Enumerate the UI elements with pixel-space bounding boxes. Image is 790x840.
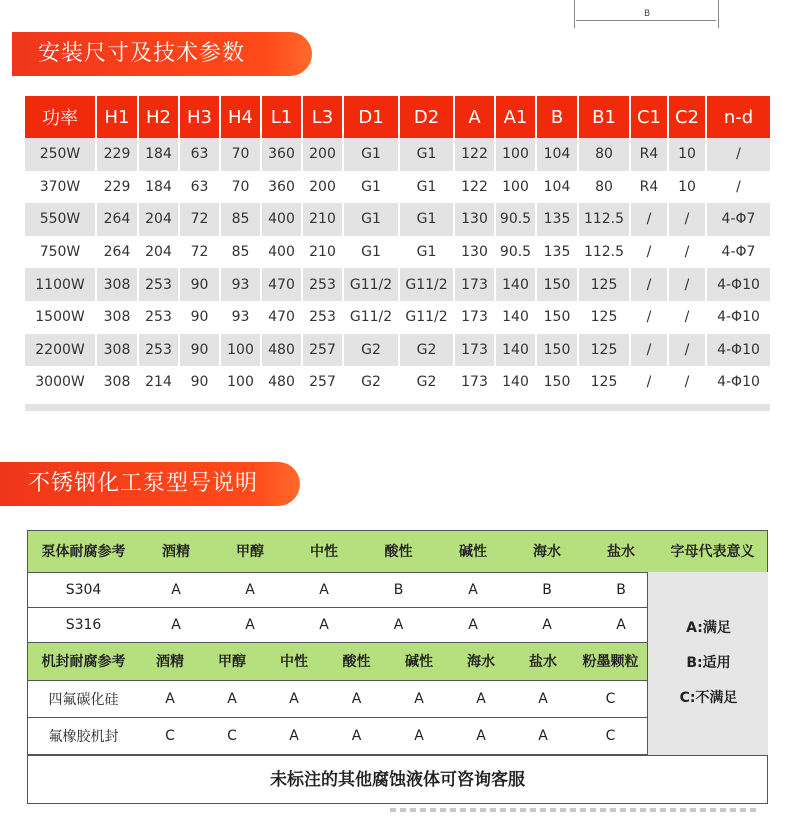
spec-cell: / <box>631 236 669 269</box>
spec-cell: 200 <box>303 138 344 171</box>
spec-cell: 308 <box>97 268 139 301</box>
pump-header-row-cell: 泵体耐腐参考 <box>28 531 139 572</box>
pump-row-cell: A <box>139 572 213 607</box>
spec-header-cell: H1 <box>97 96 139 138</box>
spec-cell: 210 <box>303 203 344 236</box>
spec-header-cell: H2 <box>139 96 180 138</box>
spec-cell: 85 <box>221 236 262 269</box>
spec-row <box>25 366 770 399</box>
spec-cell: 4-Φ10 <box>707 301 770 334</box>
seal-row-cell: A <box>139 680 201 717</box>
spec-cell: / <box>631 203 669 236</box>
pump-row-cell: A <box>436 607 510 642</box>
spec-cell: 173 <box>455 366 496 399</box>
spec-row <box>25 171 770 204</box>
spec-cell: / <box>669 366 707 399</box>
spec-cell: 470 <box>262 268 303 301</box>
legend-cell <box>647 572 768 755</box>
spec-cell: 400 <box>262 236 303 269</box>
seal-row-cell: A <box>512 680 574 717</box>
spec-cell: 80 <box>579 138 631 171</box>
spec-cell: 308 <box>97 334 139 367</box>
pump-row-cell: A <box>139 607 213 642</box>
spec-cell: G2 <box>344 334 400 367</box>
spec-cell: 150 <box>537 301 579 334</box>
pump-header-row-cell: 碱性 <box>436 531 510 572</box>
spec-cell: 122 <box>455 138 496 171</box>
spec-cell: 100 <box>496 138 537 171</box>
spec-cell: 93 <box>221 268 262 301</box>
pump-header-row <box>28 531 767 572</box>
seal-row-cell: A <box>450 680 512 717</box>
spec-cell: G1 <box>344 171 400 204</box>
spec-cell: 308 <box>97 366 139 399</box>
consult-note: 未标注的其他腐蚀液体可咨询客服 <box>28 755 767 804</box>
seal-row-cell: A <box>325 717 388 754</box>
spec-header-cell: L3 <box>303 96 344 138</box>
pump-row-cell: A <box>510 607 584 642</box>
spec-cell: G11/2 <box>400 268 455 301</box>
legend-b: B:适用 <box>686 655 731 671</box>
pump-row-cell: A <box>584 607 658 642</box>
spec-cell: G1 <box>400 138 455 171</box>
spec-cell: G1 <box>344 236 400 269</box>
spec-cell: / <box>631 366 669 399</box>
spec-cell: G11/2 <box>400 301 455 334</box>
spec-row <box>25 203 770 236</box>
spec-cell: 10 <box>669 171 707 204</box>
spec-cell: / <box>669 268 707 301</box>
spec-cell: 125 <box>579 366 631 399</box>
spec-cell: G1 <box>344 203 400 236</box>
seal-row-cell: C <box>574 680 647 717</box>
spec-cell: 125 <box>579 334 631 367</box>
spec-cell: / <box>669 334 707 367</box>
spec-cell: 100 <box>221 334 262 367</box>
seal-header-row-cell: 酒精 <box>139 643 201 680</box>
pump-row-cell: S304 <box>28 572 139 607</box>
spec-cell: 173 <box>455 301 496 334</box>
pump-header-row-cell: 酸性 <box>361 531 436 572</box>
bottom-dashed-line <box>390 808 760 812</box>
spec-header-cell: C1 <box>631 96 669 138</box>
seal-row-cell: A <box>450 717 512 754</box>
spec-cell: 4-Φ7 <box>707 236 770 269</box>
spec-cell: G2 <box>344 366 400 399</box>
spec-cell: / <box>669 301 707 334</box>
pump-row-cell: B <box>584 572 658 607</box>
spec-cell: 257 <box>303 334 344 367</box>
spec-cell: 140 <box>496 268 537 301</box>
spec-cell: 480 <box>262 334 303 367</box>
spec-cell: R4 <box>631 138 669 171</box>
spec-cell: / <box>707 171 770 204</box>
spec-cell: 100 <box>221 366 262 399</box>
spec-cell: G11/2 <box>344 268 400 301</box>
spec-cell: 370W <box>25 171 97 204</box>
spec-cell: 63 <box>180 171 221 204</box>
spec-cell: G1 <box>400 236 455 269</box>
spec-cell: / <box>631 301 669 334</box>
seal-header-row-cell: 机封耐腐参考 <box>28 643 139 680</box>
spec-cell: / <box>669 236 707 269</box>
section-title-dimensions: 安装尺寸及技术参数 <box>12 32 312 76</box>
seal-row-cell: A <box>263 680 325 717</box>
spec-cell: 112.5 <box>579 236 631 269</box>
spec-header-cell: A <box>455 96 496 138</box>
spec-cell: 360 <box>262 138 303 171</box>
seal-row-cell: 四氟碳化硅 <box>28 680 139 717</box>
spec-cell: 4-Φ7 <box>707 203 770 236</box>
dimension-sketch <box>570 0 722 30</box>
spec-cell: 253 <box>303 268 344 301</box>
spec-cell: 150 <box>537 268 579 301</box>
spec-cell: 90 <box>180 366 221 399</box>
spec-cell: 135 <box>537 203 579 236</box>
spec-row <box>25 301 770 334</box>
spec-row <box>25 268 770 301</box>
spec-cell: 253 <box>139 334 180 367</box>
spec-cell: G1 <box>344 138 400 171</box>
seal-row-cell: C <box>574 717 647 754</box>
spec-header-cell: C2 <box>669 96 707 138</box>
spec-row <box>25 138 770 171</box>
spec-cell: 264 <box>97 203 139 236</box>
seal-header-row-cell: 酸性 <box>325 643 388 680</box>
seal-row-cell: C <box>201 717 263 754</box>
spec-cell: 400 <box>262 203 303 236</box>
spec-cell: G2 <box>400 334 455 367</box>
legend-c: C:不满足 <box>679 690 738 706</box>
pump-row-cell: A <box>361 607 436 642</box>
spec-cell: / <box>669 203 707 236</box>
spec-header-cell: L1 <box>262 96 303 138</box>
spec-header-cell: D1 <box>344 96 400 138</box>
spec-cell: 173 <box>455 268 496 301</box>
seal-header-row-cell: 海水 <box>450 643 512 680</box>
seal-row-cell: A <box>388 717 450 754</box>
seal-row-cell: C <box>139 717 201 754</box>
spec-cell: G11/2 <box>344 301 400 334</box>
spec-cell: / <box>631 268 669 301</box>
pump-row-cell: B <box>361 572 436 607</box>
spec-cell: 4-Φ10 <box>707 334 770 367</box>
spec-cell: 140 <box>496 366 537 399</box>
spec-cell: 140 <box>496 301 537 334</box>
spec-cell: 257 <box>303 366 344 399</box>
pump-header-row-cell: 酒精 <box>139 531 213 572</box>
spec-cell: G1 <box>400 203 455 236</box>
spec-cell: 253 <box>139 301 180 334</box>
spec-cell: 1100W <box>25 268 97 301</box>
seal-row-cell: A <box>263 717 325 754</box>
spec-cell: / <box>707 138 770 171</box>
spec-cell: 90.5 <box>496 236 537 269</box>
seal-row <box>28 717 647 754</box>
dimension-label: B <box>644 9 651 19</box>
spec-cell: 10 <box>669 138 707 171</box>
spec-table-bottom-bar <box>25 404 770 411</box>
seal-row-cell: A <box>201 680 263 717</box>
seal-header-row-cell: 甲醇 <box>201 643 263 680</box>
spec-header-cell: n-d <box>707 96 770 138</box>
spec-cell: 253 <box>303 301 344 334</box>
legend-a: A:满足 <box>686 620 731 636</box>
seal-header-row-cell: 碱性 <box>388 643 450 680</box>
spec-cell: 264 <box>97 236 139 269</box>
spec-cell: 204 <box>139 203 180 236</box>
spec-cell: 184 <box>139 138 180 171</box>
spec-cell: 470 <box>262 301 303 334</box>
spec-cell: 125 <box>579 268 631 301</box>
spec-cell: 2200W <box>25 334 97 367</box>
spec-cell: 480 <box>262 366 303 399</box>
pump-row-cell: A <box>213 572 287 607</box>
spec-header-row <box>25 96 770 138</box>
spec-cell: G2 <box>400 366 455 399</box>
pump-header-row-cell: 海水 <box>510 531 584 572</box>
pump-row-cell: S316 <box>28 607 139 642</box>
spec-header-cell: H3 <box>180 96 221 138</box>
spec-cell: 250W <box>25 138 97 171</box>
spec-cell: 85 <box>221 203 262 236</box>
pump-row-cell: A <box>287 572 361 607</box>
spec-cell: 135 <box>537 236 579 269</box>
spec-cell: 70 <box>221 138 262 171</box>
spec-cell: 122 <box>455 171 496 204</box>
spec-cell: 750W <box>25 236 97 269</box>
spec-header-cell: 功率 <box>25 96 97 138</box>
spec-cell: / <box>631 334 669 367</box>
seal-row-cell: A <box>325 680 388 717</box>
spec-cell: 214 <box>139 366 180 399</box>
spec-cell: 90.5 <box>496 203 537 236</box>
spec-cell: 63 <box>180 138 221 171</box>
spec-cell: 93 <box>221 301 262 334</box>
spec-cell: 112.5 <box>579 203 631 236</box>
spec-cell: 70 <box>221 171 262 204</box>
seal-header-row-cell: 中性 <box>263 643 325 680</box>
spec-cell: R4 <box>631 171 669 204</box>
spec-header-cell: B <box>537 96 579 138</box>
pump-header-row-cell: 甲醇 <box>213 531 287 572</box>
spec-cell: 125 <box>579 301 631 334</box>
seal-header-row <box>28 643 647 680</box>
section-title-models: 不锈钢化工泵型号说明 <box>0 462 300 506</box>
spec-cell: 130 <box>455 203 496 236</box>
spec-header-cell: D2 <box>400 96 455 138</box>
spec-row <box>25 236 770 269</box>
spec-cell: 550W <box>25 203 97 236</box>
pump-header-row-cell: 中性 <box>287 531 361 572</box>
seal-row-cell: A <box>388 680 450 717</box>
seal-header-row-cell: 粉墨颗粒 <box>574 643 647 680</box>
seal-row-cell: A <box>512 717 574 754</box>
spec-cell: 308 <box>97 301 139 334</box>
corrosion-table <box>27 530 768 804</box>
spec-cell: 204 <box>139 236 180 269</box>
spec-cell: 104 <box>537 171 579 204</box>
seal-header-row-cell: 盐水 <box>512 643 574 680</box>
spec-cell: 80 <box>579 171 631 204</box>
spec-cell: 360 <box>262 171 303 204</box>
pump-row-cell: A <box>213 607 287 642</box>
spec-cell: 72 <box>180 203 221 236</box>
spec-cell: 229 <box>97 171 139 204</box>
spec-header-cell: A1 <box>496 96 537 138</box>
spec-header-cell: B1 <box>579 96 631 138</box>
spec-cell: 210 <box>303 236 344 269</box>
pump-header-row-cell: 字母代表意义 <box>658 531 767 572</box>
spec-row <box>25 334 770 367</box>
pump-row-cell: B <box>510 572 584 607</box>
spec-cell: 90 <box>180 301 221 334</box>
spec-cell: 253 <box>139 268 180 301</box>
spec-cell: 4-Φ10 <box>707 366 770 399</box>
seal-row <box>28 680 647 717</box>
spec-cell: G1 <box>400 171 455 204</box>
pump-header-row-cell: 盐水 <box>584 531 658 572</box>
spec-cell: 104 <box>537 138 579 171</box>
spec-cell: 72 <box>180 236 221 269</box>
spec-cell: 90 <box>180 268 221 301</box>
spec-cell: 130 <box>455 236 496 269</box>
pump-row-cell: A <box>287 607 361 642</box>
spec-cell: 150 <box>537 334 579 367</box>
spec-cell: 3000W <box>25 366 97 399</box>
spec-cell: 140 <box>496 334 537 367</box>
spec-cell: 200 <box>303 171 344 204</box>
spec-cell: 100 <box>496 171 537 204</box>
spec-table <box>25 96 770 399</box>
seal-row-cell: 氟橡胶机封 <box>28 717 139 754</box>
pump-row-cell: A <box>436 572 510 607</box>
seal-corrosion-table <box>28 643 647 755</box>
spec-header-cell: H4 <box>221 96 262 138</box>
spec-cell: 1500W <box>25 301 97 334</box>
spec-cell: 173 <box>455 334 496 367</box>
spec-cell: 229 <box>97 138 139 171</box>
spec-cell: 150 <box>537 366 579 399</box>
spec-cell: 90 <box>180 334 221 367</box>
spec-cell: 4-Φ10 <box>707 268 770 301</box>
spec-cell: 184 <box>139 171 180 204</box>
